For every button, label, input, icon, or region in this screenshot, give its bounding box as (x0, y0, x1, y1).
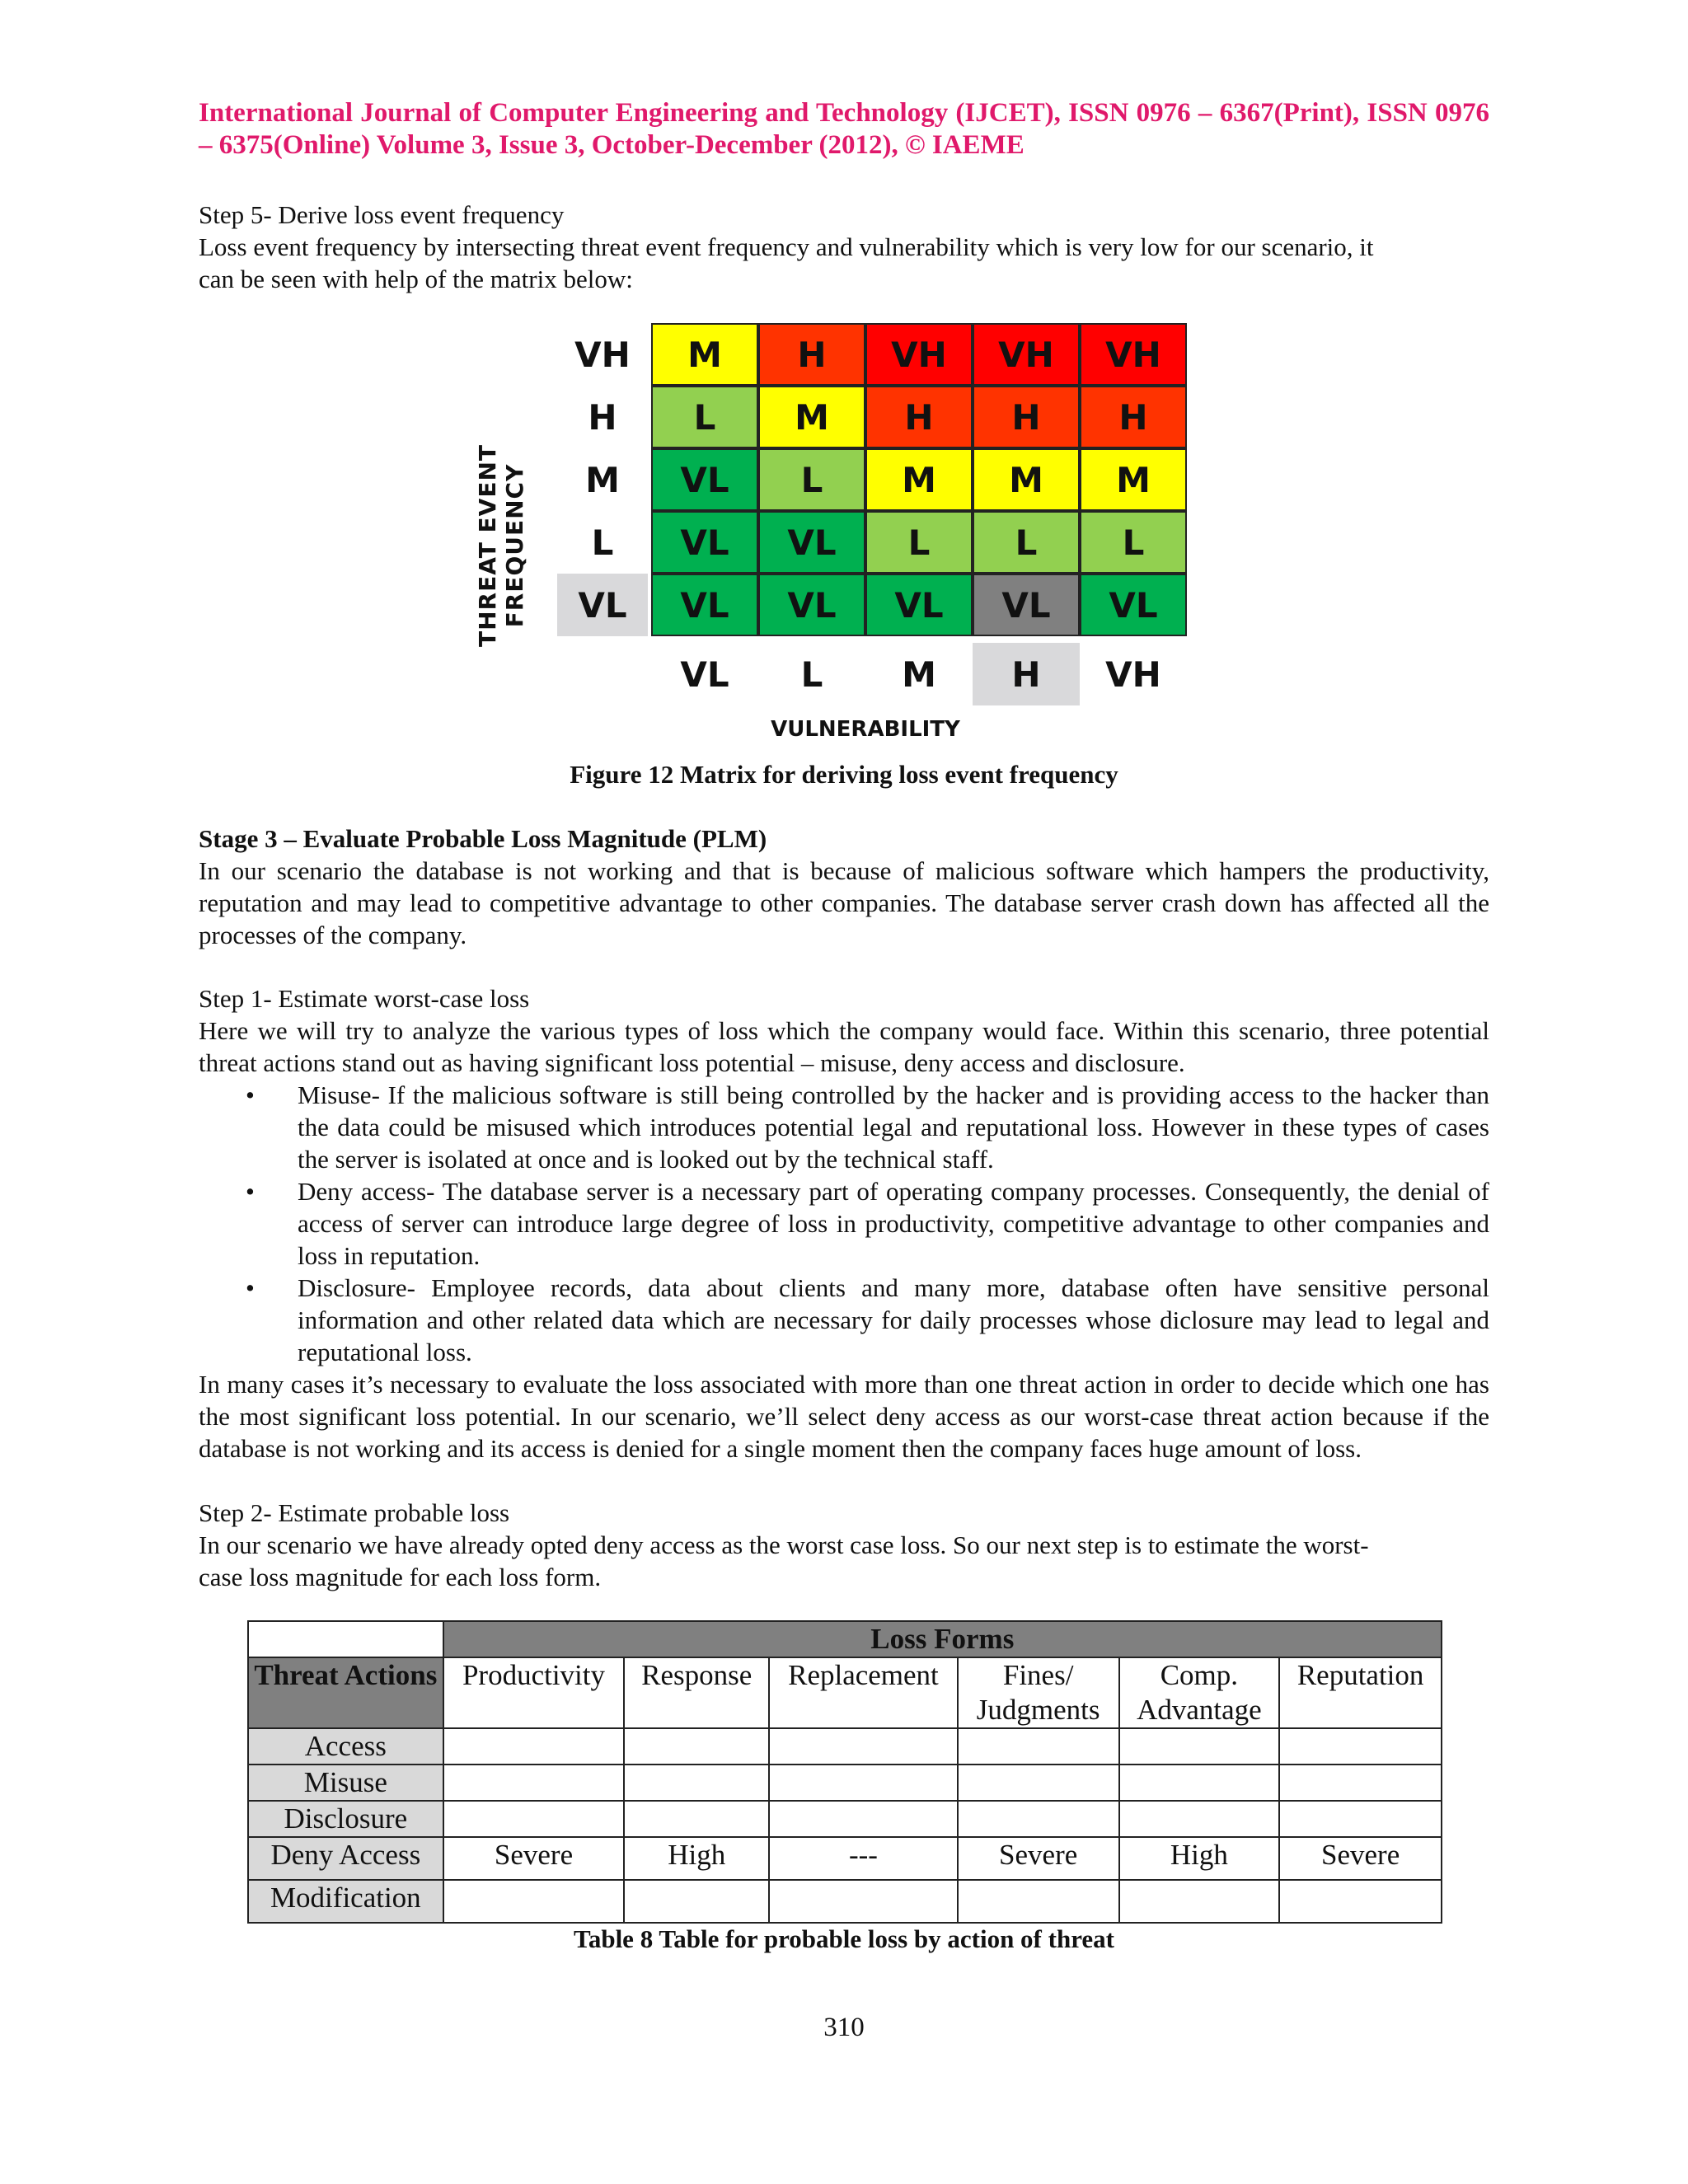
matrix-row-label: L (591, 522, 614, 563)
table-cell (1279, 1801, 1442, 1837)
table-cell (443, 1801, 625, 1837)
table-cell (624, 1728, 769, 1765)
journal-header: International Journal of Computer Engineering and Technology (IJCET), ISSN 0976 – 6367(Print), ISSN 0976 – 6375(Online) Volume 3, Issue 3, October-December (2012), © IAEME (199, 98, 1489, 160)
matrix-cell: VL (758, 574, 865, 636)
matrix-x-axis-title: VULNERABILITY (771, 717, 960, 742)
matrix-cell: M (973, 448, 1080, 511)
matrix-row-label-selected: VL (557, 574, 648, 636)
table-cell: Severe (958, 1837, 1119, 1880)
matrix-cell: L (865, 511, 973, 574)
step5-heading: Step 5- Derive loss event frequency (199, 200, 565, 229)
matrix-cell: VL (651, 511, 758, 574)
table-cell (1119, 1728, 1280, 1765)
matrix-cell: VL (1080, 574, 1187, 636)
column-header: Reputation (1279, 1657, 1442, 1728)
table-cell (958, 1801, 1119, 1837)
table-cell (769, 1880, 958, 1923)
table-cell (1279, 1765, 1442, 1801)
table-cell (624, 1801, 769, 1837)
row-header: Modification (248, 1880, 443, 1923)
matrix-col-label-selected: H (973, 643, 1080, 705)
column-header: Response (624, 1657, 769, 1728)
bullet-item-misuse (199, 1079, 1489, 1175)
step1-intro: Here we will try to analyze the various types of loss which the company would face. Within this scenario, three potential threat actions stand out as having significant loss potential – misuse, deny access and disclosure. (199, 1016, 1489, 1077)
matrix-y-axis-title: THREAT EVENT FREQUENCY (474, 443, 528, 648)
matrix-cell: VH (973, 323, 1080, 386)
matrix-col-label: VH (1105, 654, 1161, 695)
step5-line-1: Loss event frequency by intersecting threat event frequency and vulnerability which is very low for our scenario, it (199, 232, 1374, 261)
matrix-cell: H (865, 386, 973, 448)
table-cell (443, 1765, 625, 1801)
matrix-cell: L (1080, 511, 1187, 574)
table-cell (624, 1880, 769, 1923)
matrix-cell: H (1080, 386, 1187, 448)
step1-heading: Step 1- Estimate worst-case loss (199, 984, 530, 1013)
loss-event-frequency-matrix (474, 323, 1203, 752)
matrix-col-label: VL (680, 654, 729, 695)
table-corner-cell (248, 1621, 443, 1657)
matrix-row-label: H (588, 396, 617, 438)
table-cell (1279, 1728, 1442, 1765)
threat-actions-header: Threat Actions (248, 1657, 443, 1728)
table-cell (1279, 1880, 1442, 1923)
table-cell (1119, 1801, 1280, 1837)
table-cell (443, 1880, 625, 1923)
table-cell (958, 1880, 1119, 1923)
matrix-col-label: M (902, 654, 936, 695)
table-row (248, 1880, 1442, 1923)
table-row (248, 1801, 1442, 1837)
matrix-cell: M (1080, 448, 1187, 511)
loss-bullet-list (199, 1079, 1489, 1368)
table-cell (769, 1728, 958, 1765)
column-header: Comp. Advantage (1119, 1657, 1280, 1728)
loss-forms-header: Loss Forms (443, 1621, 1442, 1657)
table-columns-row (248, 1657, 1442, 1728)
bullet-text: Deny access- The database server is a necessary part of operating company processes. Consequently, the denial of access of server can introduce large degree of loss in productivity, competitive advantage to other companies and loss in reputation. (298, 1177, 1489, 1270)
step2-line-2: case loss magnitude for each loss form. (199, 1563, 602, 1591)
matrix-cell-selected: VL (973, 574, 1080, 636)
row-header: Deny Access (248, 1837, 443, 1880)
step1-closing: In many cases it’s necessary to evaluate the loss associated with more than one threat action in order to decide which one has the most significant loss potential. In our scenario, we’ll select deny access as our worst-case threat action because if the database is not working and its access is denied for a single moment then the company faces huge amount of loss. (199, 1370, 1489, 1463)
table-row (248, 1728, 1442, 1765)
stage3-paragraph: In our scenario the database is not working and that is because of malicious software which hampers the productivity, reputation and may lead to competitive advantage to other companies. The database server crash down has affected all the processes of the company. (199, 856, 1489, 949)
table-cell: High (624, 1837, 769, 1880)
step5-line-2: can be seen with help of the matrix below: (199, 265, 633, 293)
step2-line-1: In our scenario we have already opted deny access as the worst case loss. So our next step is to estimate the worst- (199, 1530, 1369, 1559)
bullet-text: Disclosure- Employee records, data about clients and many more, database often have sensitive personal information and other related data which are necessary for daily processes whose diclosure may lead to legal and reputational loss. (298, 1273, 1489, 1366)
matrix-row-label: VH (574, 334, 631, 375)
column-header: Replacement (769, 1657, 958, 1728)
page-number: 310 (823, 2013, 865, 2042)
matrix-cell: M (865, 448, 973, 511)
matrix-cell: VL (865, 574, 973, 636)
matrix-cell: VL (758, 511, 865, 574)
bullet-item-deny-access (199, 1175, 1489, 1272)
matrix-cell: L (758, 448, 865, 511)
table-cell (1119, 1765, 1280, 1801)
matrix-cell: VH (1080, 323, 1187, 386)
bullet-dot-icon: • (246, 1177, 255, 1206)
table-cell: High (1119, 1837, 1280, 1880)
row-header: Access (248, 1728, 443, 1765)
stage3-heading: Stage 3 – Evaluate Probable Loss Magnitude (PLM) (199, 824, 767, 853)
figure-caption: Figure 12 Matrix for deriving loss event frequency (570, 760, 1118, 789)
matrix-cell: VH (865, 323, 973, 386)
bullet-dot-icon: • (246, 1080, 255, 1109)
bullet-text: Misuse- If the malicious software is still being controlled by the hacker and is providing access to the hacker than the data could be misused which introduces potential legal and reputational loss. However in these types of cases the server is isolated at once and is looked out by the technical staff. (298, 1080, 1489, 1174)
table-cell (958, 1765, 1119, 1801)
matrix-row-label: M (585, 459, 620, 500)
matrix-cell: M (758, 386, 865, 448)
table-cell (443, 1728, 625, 1765)
matrix-cell: H (973, 386, 1080, 448)
matrix-col-label: L (800, 654, 823, 695)
column-header: Fines/ Judgments (958, 1657, 1119, 1728)
bullet-dot-icon: • (246, 1273, 255, 1302)
matrix-cell: VL (651, 574, 758, 636)
step2-heading: Step 2- Estimate probable loss (199, 1498, 510, 1527)
matrix-cell: L (973, 511, 1080, 574)
column-header: Productivity (443, 1657, 625, 1728)
table-cell: Severe (443, 1837, 625, 1880)
probable-loss-table (247, 1620, 1442, 1924)
matrix-cell: VL (651, 448, 758, 511)
table-cell: --- (769, 1837, 958, 1880)
table-cell (769, 1765, 958, 1801)
row-header: Misuse (248, 1765, 443, 1801)
table-cell (1119, 1880, 1280, 1923)
table-cell (624, 1765, 769, 1801)
table-row (248, 1765, 1442, 1801)
matrix-cell: L (651, 386, 758, 448)
row-header: Disclosure (248, 1801, 443, 1837)
bullet-item-disclosure (199, 1272, 1489, 1368)
table-cell (958, 1728, 1119, 1765)
matrix-cell: M (651, 323, 758, 386)
table-cell (769, 1801, 958, 1837)
table-header-row (248, 1621, 1442, 1657)
table-cell: Severe (1279, 1837, 1442, 1880)
table-row (248, 1837, 1442, 1880)
table-caption: Table 8 Table for probable loss by action of threat (574, 1924, 1114, 1953)
matrix-cell: H (758, 323, 865, 386)
